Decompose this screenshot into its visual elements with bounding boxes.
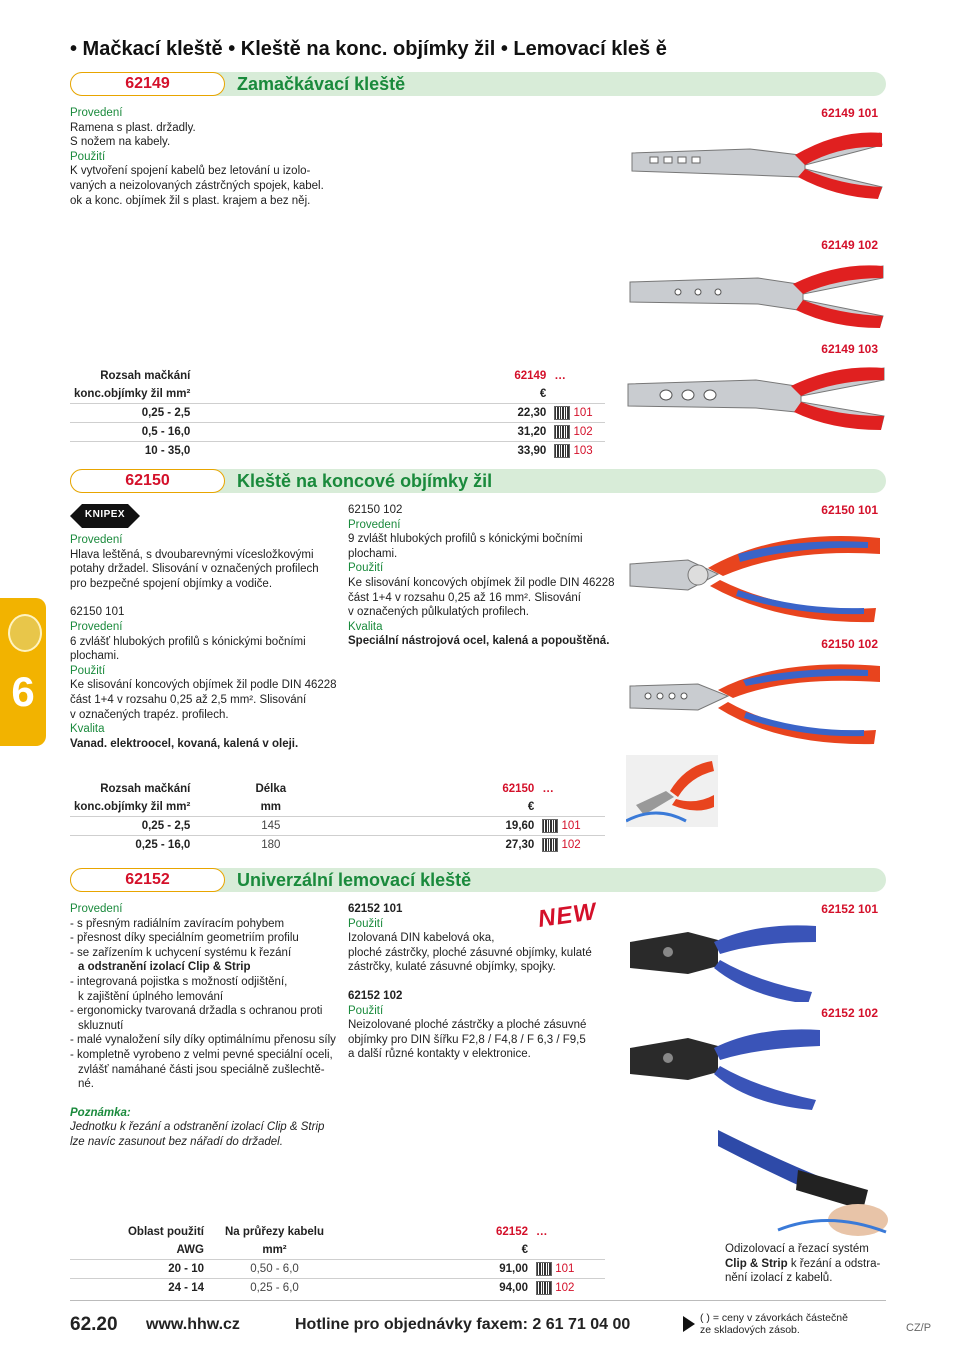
text-line: v označených půlkulatých profilech.	[348, 606, 529, 619]
barcode-icon	[554, 425, 570, 439]
text-line: k zajištění úplného lemování	[78, 990, 224, 1003]
text-line: né.	[78, 1078, 94, 1091]
caption-text: Clip & Strip	[725, 1257, 788, 1270]
table-row	[70, 423, 605, 442]
text-line: - ergonomicky tvarovaná držadla s ochranou proti	[70, 1005, 323, 1018]
text-line: objímky pro DIN šířku F2,8 / F4,8 / F 6,3 / F9,5	[348, 1033, 586, 1046]
text-line: 6 zvlášť hlubokých profilů s kónickými bočními	[70, 635, 306, 648]
table-cell: 145	[194, 817, 347, 836]
clip-and-strip-photo	[718, 1120, 888, 1240]
price-table-62150	[70, 780, 605, 854]
section-62149-band	[70, 72, 886, 96]
table-cell: 91,00	[424, 1260, 532, 1279]
price-table-62152	[70, 1223, 605, 1297]
text-line: část 1+4 v rozsahu 0,25 až 2,5 mm². Slisování	[70, 693, 307, 706]
table-cell: 0,5 - 16,0	[70, 423, 194, 442]
column-header: Rozsah mačkání	[100, 370, 191, 382]
text-line: a další různé kontakty v elektronice.	[348, 1048, 531, 1061]
section-62149-description	[70, 106, 370, 208]
table-cell: 27,30	[430, 836, 538, 855]
text-line: vaných a neizolovaných zástrčných spojek, kabel.	[70, 179, 324, 192]
price-note-line: ze skladových zásob.	[700, 1324, 800, 1336]
page-title: • Mačkací kleště • Kleště na konc. objímky žil • Lemovací kleš ě	[70, 38, 667, 60]
text-line: a odstranění izolací Clip & Strip	[78, 961, 251, 974]
price-note-line: ( ) = ceny v závorkách částečně	[700, 1312, 848, 1324]
column-header: €	[539, 388, 547, 400]
crimping-pliers-image	[630, 125, 885, 200]
hotline-text: Hotline pro objednávky faxem: 2 61 71 04 00	[295, 1316, 631, 1333]
text-line	[70, 1092, 345, 1106]
text-line: část 1+4 v rozsahu 0,25 až 16 mm². Slisování	[348, 591, 581, 604]
caption-text: k řezání a odstra-	[787, 1257, 881, 1270]
column-header: 62149	[514, 370, 547, 382]
column-header: mm	[260, 801, 282, 813]
table-cell: 101	[555, 1263, 575, 1276]
text-line: Provedení	[70, 534, 123, 546]
text-line: skluznutí	[78, 1019, 124, 1032]
table-cell: 0,50 - 6,0	[208, 1260, 341, 1279]
table-cell: 180	[194, 836, 347, 855]
barcode-icon	[536, 1281, 552, 1295]
image-label: 62150 102	[821, 637, 878, 651]
text-line: Provedení	[70, 107, 123, 119]
column-header: mm²	[262, 1244, 287, 1256]
table-cell: 0,25 - 2,5	[70, 817, 194, 836]
text-line: Provedení	[348, 518, 401, 531]
page-number: 62.20	[70, 1314, 118, 1335]
text-line: plochami.	[348, 547, 398, 560]
table-cell: 102	[555, 1282, 575, 1295]
image-label: 62152 101	[821, 902, 878, 916]
table-cell: 10 - 35,0	[70, 442, 194, 461]
column-header: …	[542, 783, 554, 795]
text-line: zvlášť namáhané části jsou speciálně zušlechtě-	[78, 1063, 325, 1076]
text-line: 62150 101	[70, 606, 125, 619]
table-cell: 33,90	[442, 442, 550, 461]
column-header: €	[521, 1244, 528, 1256]
barcode-icon	[542, 838, 558, 852]
text-line: Vanad. elektroocel, kovaná, kalená v oleji.	[70, 737, 299, 750]
table-cell: 103	[573, 445, 593, 458]
column-header: konc.objímky žil mm²	[74, 388, 191, 400]
clip-strip-caption	[725, 1242, 885, 1286]
text-line: - malé vynaložení síly díky optimálnímu přenosu síly	[70, 1034, 336, 1047]
section-62150-band	[70, 469, 886, 493]
table-row	[70, 404, 605, 423]
end-sleeve-pliers-image	[628, 524, 883, 624]
crimping-pliers-image	[626, 360, 886, 430]
table-cell: 20 - 10	[70, 1260, 208, 1279]
text-line: K vytvoření spojení kabelů bez letování u izolo-	[70, 165, 311, 178]
barcode-icon	[554, 406, 570, 420]
caption-text: nění izolací z kabelů.	[725, 1272, 833, 1285]
image-label: 62149 102	[821, 238, 878, 252]
table-cell: 101	[573, 407, 593, 420]
text-line	[70, 591, 345, 605]
column-header: AWG	[176, 1244, 204, 1256]
image-label: 62149 101	[821, 106, 878, 120]
text-line	[348, 975, 618, 989]
section-62150-description	[70, 533, 345, 751]
text-line: Provedení	[70, 620, 123, 633]
column-header: Rozsah mačkání	[100, 783, 191, 795]
crimping-pliers-blue-image	[628, 1014, 823, 1110]
text-line: Ke slisování koncových objímek žil podle DIN 46228	[348, 576, 615, 589]
column-header: 62150	[502, 783, 535, 795]
text-line: ploché zástrčky, ploché zásuvné objímky, kulaté	[348, 946, 592, 959]
image-label: 62149 103	[821, 342, 878, 356]
text-line: Použití	[348, 917, 384, 930]
table-row	[70, 836, 605, 855]
column-header: …	[554, 370, 566, 382]
table-cell: 24 - 14	[70, 1279, 208, 1298]
text-line: Použití	[70, 150, 106, 163]
text-line: - přesnost díky speciálním geometriím profilu	[70, 932, 299, 945]
text-line: Izolovaná DIN kabelová oka,	[348, 932, 495, 945]
section-62150-variant-description	[348, 503, 618, 649]
column-header: Oblast použití	[127, 1226, 204, 1238]
crimping-pliers-blue-image	[628, 912, 818, 1002]
table-cell: 102	[561, 839, 581, 852]
crimping-pliers-image	[628, 258, 886, 328]
table-row	[70, 1279, 605, 1298]
language-code: CZ/P	[906, 1322, 932, 1334]
table-cell: 94,00	[424, 1279, 532, 1298]
text-line: Kvalita	[348, 620, 383, 633]
text-line: Použití	[348, 1004, 384, 1017]
text-line: - kompletně vyrobeno z velmi pevné speciální oceli,	[70, 1048, 333, 1061]
text-line: zástrčky, kulaté zásuvné objímky, spojky.	[348, 961, 556, 974]
text-line: Ke slisování koncových objímek žil podle DIN 46228	[70, 679, 337, 692]
text-line: Neizolované ploché zástrčky a ploché zásuvné	[348, 1019, 587, 1032]
price-note	[700, 1312, 848, 1336]
section-62152-band	[70, 868, 886, 892]
text-line: potahy držadel. Slisování v označených profilech	[70, 563, 319, 576]
text-line: - se zařízením k uchycení systému k řezání	[70, 946, 292, 959]
pliers-in-use-photo	[626, 755, 718, 827]
section-title: Kleště na koncové objímky žil	[237, 471, 493, 491]
section-number: 62152	[70, 868, 225, 892]
text-line: 62152 101	[348, 903, 403, 915]
section-62152-description	[70, 902, 345, 1150]
table-row	[70, 817, 605, 836]
text-line: plochami.	[70, 650, 120, 663]
text-line: Speciální nástrojová ocel, kalená a popouštěná.	[348, 635, 610, 648]
side-tab	[0, 598, 46, 746]
table-cell: 102	[573, 426, 593, 439]
arrow-right-icon	[683, 1316, 695, 1332]
text-line: Použití	[70, 664, 106, 677]
table-cell: 0,25 - 6,0	[208, 1279, 341, 1298]
column-header: €	[527, 801, 535, 813]
text-line: Provedení	[70, 903, 123, 915]
text-line: Hlava leštěná, s dvoubarevnými vícesložkovými	[70, 548, 314, 561]
text-line: lze navíc zasunout bez nářadí do držadel.	[70, 1135, 283, 1148]
text-line: 9 zvlášt hlubokých profilů s kónickými bočními	[348, 533, 583, 546]
text-line: 62150 102	[348, 504, 403, 516]
side-tab-number: 6	[11, 668, 35, 715]
table-cell: 22,30	[442, 404, 550, 423]
column-header: …	[536, 1226, 548, 1238]
website-link[interactable]: www.hhw.cz	[146, 1316, 240, 1333]
barcode-icon	[554, 444, 570, 458]
text-line: Jednotku k řezání a odstranění izolací Clip & Strip	[70, 1121, 325, 1134]
text-line: 62152 102	[348, 989, 403, 1002]
price-table-62149	[70, 367, 605, 460]
section-number: 62150	[70, 469, 225, 493]
barcode-icon	[536, 1262, 552, 1276]
section-title: Univerzální lemovací kleště	[237, 870, 472, 890]
text-line: pro bezpečné spojení objímky a vodiče.	[70, 577, 273, 590]
table-row	[70, 442, 605, 461]
table-cell: 19,60	[430, 817, 538, 836]
text-line: ok a konc. objímek žil s plast. krajem a bez něj.	[70, 194, 311, 207]
table-cell: 31,20	[442, 423, 550, 442]
text-line: - integrovaná pojistka s možností odjištění,	[70, 975, 288, 988]
table-cell: 0,25 - 2,5	[70, 404, 194, 423]
text-line: Použití	[348, 562, 384, 575]
image-label: 62152 102	[821, 1006, 878, 1020]
text-line: Kvalita	[70, 723, 105, 736]
text-line: - s přesným radiálním zavíracím pohybem	[70, 917, 285, 930]
new-badge: NEW	[536, 898, 599, 933]
section-number: 62149	[70, 72, 225, 96]
table-row	[70, 1260, 605, 1279]
column-header: Délka	[255, 783, 287, 795]
end-sleeve-pliers-image	[628, 656, 883, 746]
footer-divider	[70, 1300, 886, 1301]
barcode-icon	[542, 819, 558, 833]
image-label: 62150 101	[821, 503, 878, 517]
table-cell: 101	[561, 820, 581, 833]
text-line: Poznámka:	[70, 1106, 131, 1119]
knipex-logo-text: KNIPEX	[84, 509, 126, 520]
table-cell: 0,25 - 16,0	[70, 836, 194, 855]
text-line: S nožem na kabely.	[70, 136, 171, 149]
section-title: Zamačkávací kleště	[237, 74, 406, 94]
text-line: v označených trapéz. profilech.	[70, 708, 229, 721]
column-header: konc.objímky žil mm²	[74, 801, 191, 813]
caption-text: Odizolovací a řezací systém	[725, 1243, 869, 1255]
column-header: 62152	[496, 1226, 528, 1238]
column-header: Na průřezy kabelu	[224, 1226, 325, 1238]
text-line: Ramena s plast. držadly.	[70, 121, 196, 134]
side-tab-icon	[8, 614, 42, 652]
